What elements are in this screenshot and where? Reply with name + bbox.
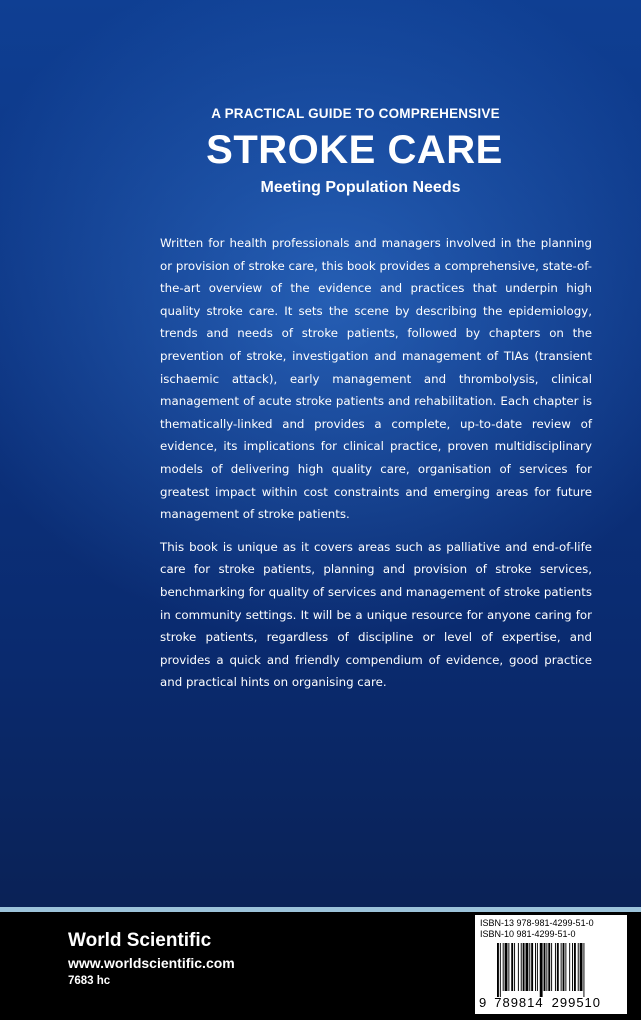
publisher-url: www.worldscientific.com: [68, 955, 235, 971]
series-kicker: A PRACTICAL GUIDE TO COMPREHENSIVE: [211, 106, 500, 121]
publisher-name: World Scientific: [68, 930, 212, 951]
barcode-group-2: 299510: [551, 995, 602, 1010]
product-code: 7683 hc: [68, 975, 111, 987]
barcode-digits: [479, 995, 625, 1010]
footer-band: [0, 912, 641, 1020]
barcode-group-1: 789814: [494, 995, 544, 1010]
book-subtitle: Meeting Population Needs: [260, 179, 461, 196]
blurb-paragraph-2: This book is unique as it covers areas such as palliative and end-of-life care for stroke patients, planning and provision of stroke services, benchmarking for quality of services and management of stroke patients in community settings. It will be a unique resource for anyone caring for stroke patients, regardless of discipline or level of expertise, and provides a quick and friendly compendium of evidence, good practice and practical hints on organising care.: [160, 539, 592, 690]
barcode-panel: [475, 915, 627, 1014]
isbn-13: ISBN-13 978-981-4299-51-0: [480, 918, 594, 928]
barcode-icon: [497, 943, 615, 997]
book-title: STROKE CARE: [206, 128, 503, 172]
blurb-paragraph-1: Written for health professionals and managers involved in the planning or provision of stroke care, this book provides a comprehensive, state-of-the-art overview of the evidence and practices that underpin high quality stroke care. It sets the scene by describing the epidemiology, trends and needs of stroke patients, followed by chapters on the prevention of stroke, investigation and management of TIAs (transient ischaemic attack), early management and thrombolysis, clinical management of acute stroke patients and rehabilitation. Each chapter is thematically-linked and provides a complete, up-to-date review of evidence, its implications for clinical practice, proven multidisciplinary models of delivering high quality care, organisation of services for greatest impact within cost constraints and emerging areas for future management of stroke patients.: [160, 236, 592, 522]
blurb: [160, 232, 592, 704]
barcode-lead-digit: 9: [479, 995, 487, 1010]
isbn-10: ISBN-10 981-4299-51-0: [480, 929, 576, 939]
cover-header: [0, 106, 641, 197]
publisher-block: [68, 930, 235, 989]
